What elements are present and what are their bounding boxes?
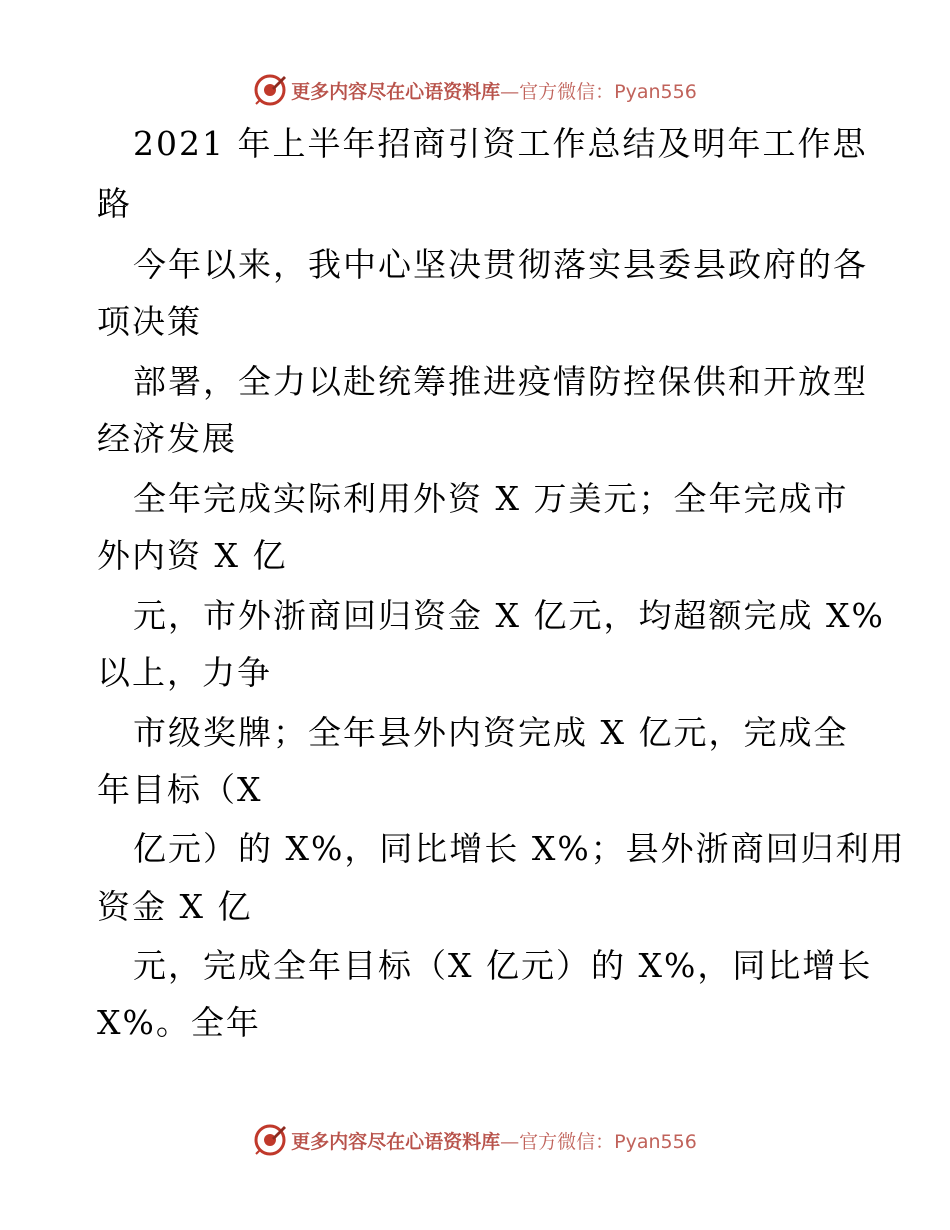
logo-icon [253, 73, 287, 107]
doc-line-3: 今年以来，我中心坚决贯彻落实县委县政府的各 [133, 245, 868, 284]
footer-banner-text [291, 1127, 697, 1154]
doc-line-16: X%。全年 [97, 1003, 261, 1042]
doc-line-5: 部署，全力以赴统筹推进疫情防控保供和开放型 [133, 362, 868, 401]
doc-line-2: 路 [97, 184, 132, 223]
doc-line-11: 市级奖牌；全年县外内资完成 X 亿元，完成全 [133, 713, 849, 752]
header-banner [0, 70, 950, 110]
doc-line-12: 年目标（X [97, 770, 263, 809]
doc-line-9: 元，市外浙商回归资金 X 亿元，均超额完成 X% [133, 596, 885, 635]
footer-banner-separator: — [500, 1130, 520, 1153]
doc-line-14: 资金 X 亿 [97, 887, 253, 926]
doc-line-1: 2021 年上半年招商引资工作总结及明年工作思 [133, 124, 868, 163]
doc-line-6: 经济发展 [97, 419, 237, 458]
header-banner-main: 更多内容尽在心语资料库 [291, 80, 501, 103]
footer-banner [0, 1120, 950, 1160]
footer-banner-main: 更多内容尽在心语资料库 [291, 1130, 501, 1153]
doc-line-7: 全年完成实际利用外资 X 万美元；全年完成市 [133, 479, 849, 518]
doc-line-13: 亿元）的 X%，同比增长 X%；县外浙商回归利用 [133, 829, 906, 868]
logo-icon [253, 1123, 287, 1157]
doc-line-10: 以上，力争 [97, 653, 272, 692]
doc-line-15: 元，完成全年目标（X 亿元）的 X%，同比增长 [133, 946, 873, 985]
header-banner-separator: — [500, 80, 520, 103]
header-banner-tail: 官方微信：Pyan556 [519, 80, 697, 103]
footer-banner-tail: 官方微信：Pyan556 [519, 1130, 697, 1153]
doc-line-4: 项决策 [97, 302, 202, 341]
header-banner-text [291, 77, 697, 104]
doc-line-8: 外内资 X 亿 [97, 536, 288, 575]
